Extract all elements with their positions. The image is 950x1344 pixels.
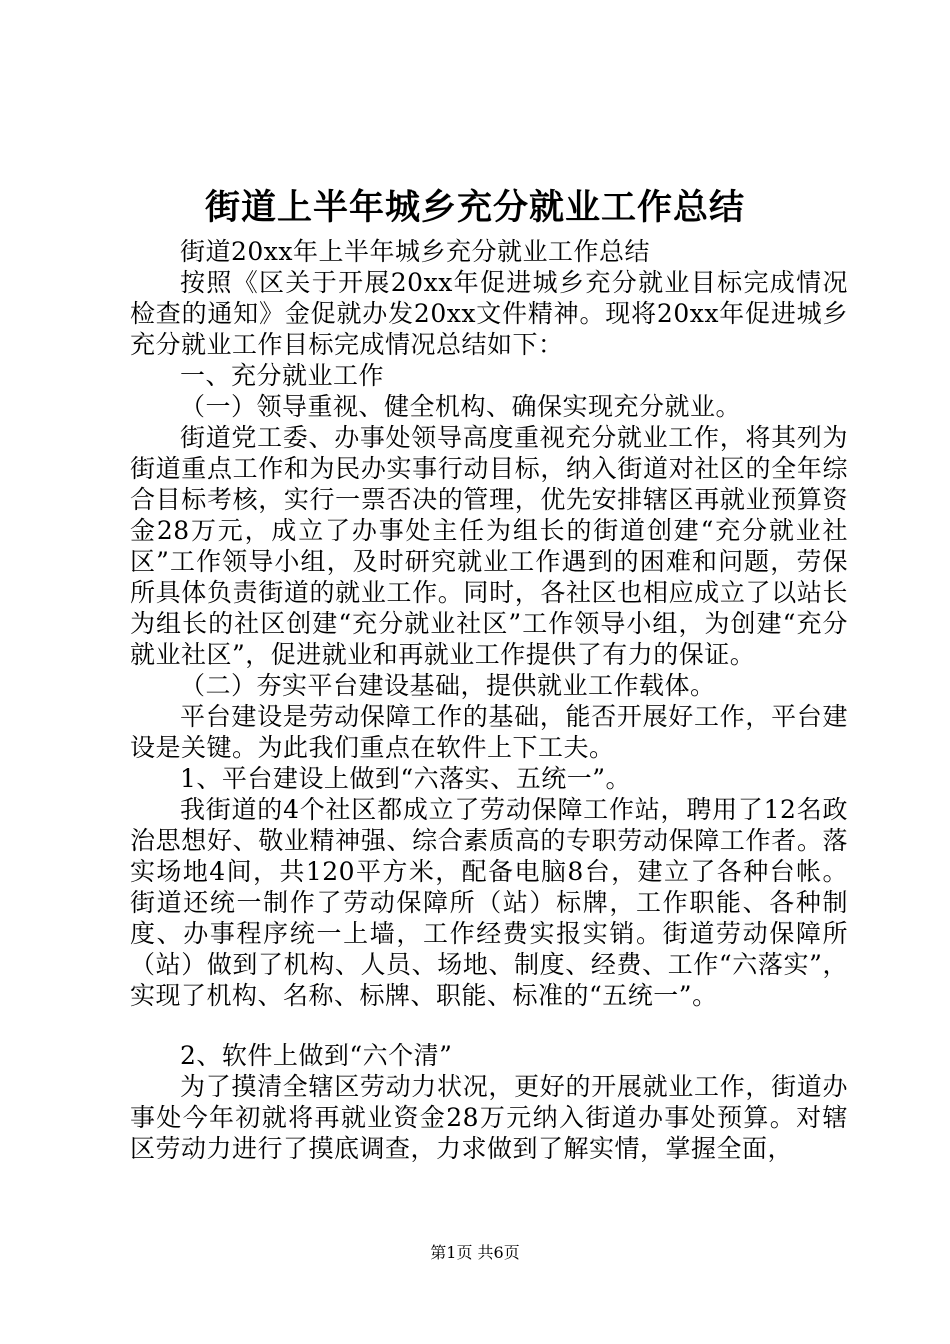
paragraph-spacer [130,1011,848,1040]
heading-subsection-2: （二）夯实平台建设基础，提供就业工作载体。 [180,671,716,700]
paragraph-leadership: 街道党工委、办事处领导高度重视充分就业工作，将其列为街道重点工作和为民办实事行动目标，纳入街道对社区的全年综合目标考核，实行一票否决的管理，优先安排辖区再就业预算资金28万元，成立了办事处主任为组长的街道创建“充分就业社区”工作领导小组，及时研究就业工作遇到的困难和问题，劳保所具体负责街道的就业工作。同时，各社区也相应成立了以站长为组长的社区创建“充分就业社区”工作领导小组，为创建“充分就业社区”，促进就业和再就业工作提供了有力的保证。 [130,423,848,669]
heading-item-2: 2、软件上做到“六个清” [180,1041,453,1070]
paragraph-stations: 我街道的4个社区都成立了劳动保障工作站，聘用了12名政治思想好、敬业精神强、综合素质高的专职劳动保障工作者。落实场地4间，共120平方米，配备电脑8台，建立了各种台帐。街道还统一制作了劳动保障所（站）标牌，工作职能、各种制度、办事程序统一上墙，工作经费实报实销。街道劳动保障所（站）做到了机构、人员、场地、制度、经费、工作“六落实”，实现了机构、名称、标牌、职能、标准的“五统一”。 [130,795,848,1010]
heading-item-1: 1、平台建设上做到“六落实、五统一”。 [180,764,631,793]
heading-section-1: 一、充分就业工作 [180,361,385,390]
paragraph-platform: 平台建设是劳动保障工作的基础，能否开展好工作，平台建设是关键。为此我们重点在软件上下工夫。 [130,702,848,762]
document-title: 街道上半年城乡充分就业工作总结 [204,187,745,228]
paragraph-subtitle: 街道20xx年上半年城乡充分就业工作总结 [180,237,651,266]
page-number: 第1页 共6页 [430,1243,520,1262]
heading-subsection-1: （一）领导重视、健全机构、确保实现充分就业。 [180,392,742,421]
document-body [130,236,848,1164]
paragraph-survey: 为了摸清全辖区劳动力状况，更好的开展就业工作，街道办事处今年初就将再就业资金28万元纳入街道办事处预算。对辖区劳动力进行了摸底调查，力求做到了解实情，掌握全面， [130,1072,848,1163]
paragraph-intro: 按照《区关于开展20xx年促进城乡充分就业目标完成情况检查的通知》金促就办发20xx文件精神。现将20xx年促进城乡充分就业工作目标完成情况总结如下： [130,268,848,359]
